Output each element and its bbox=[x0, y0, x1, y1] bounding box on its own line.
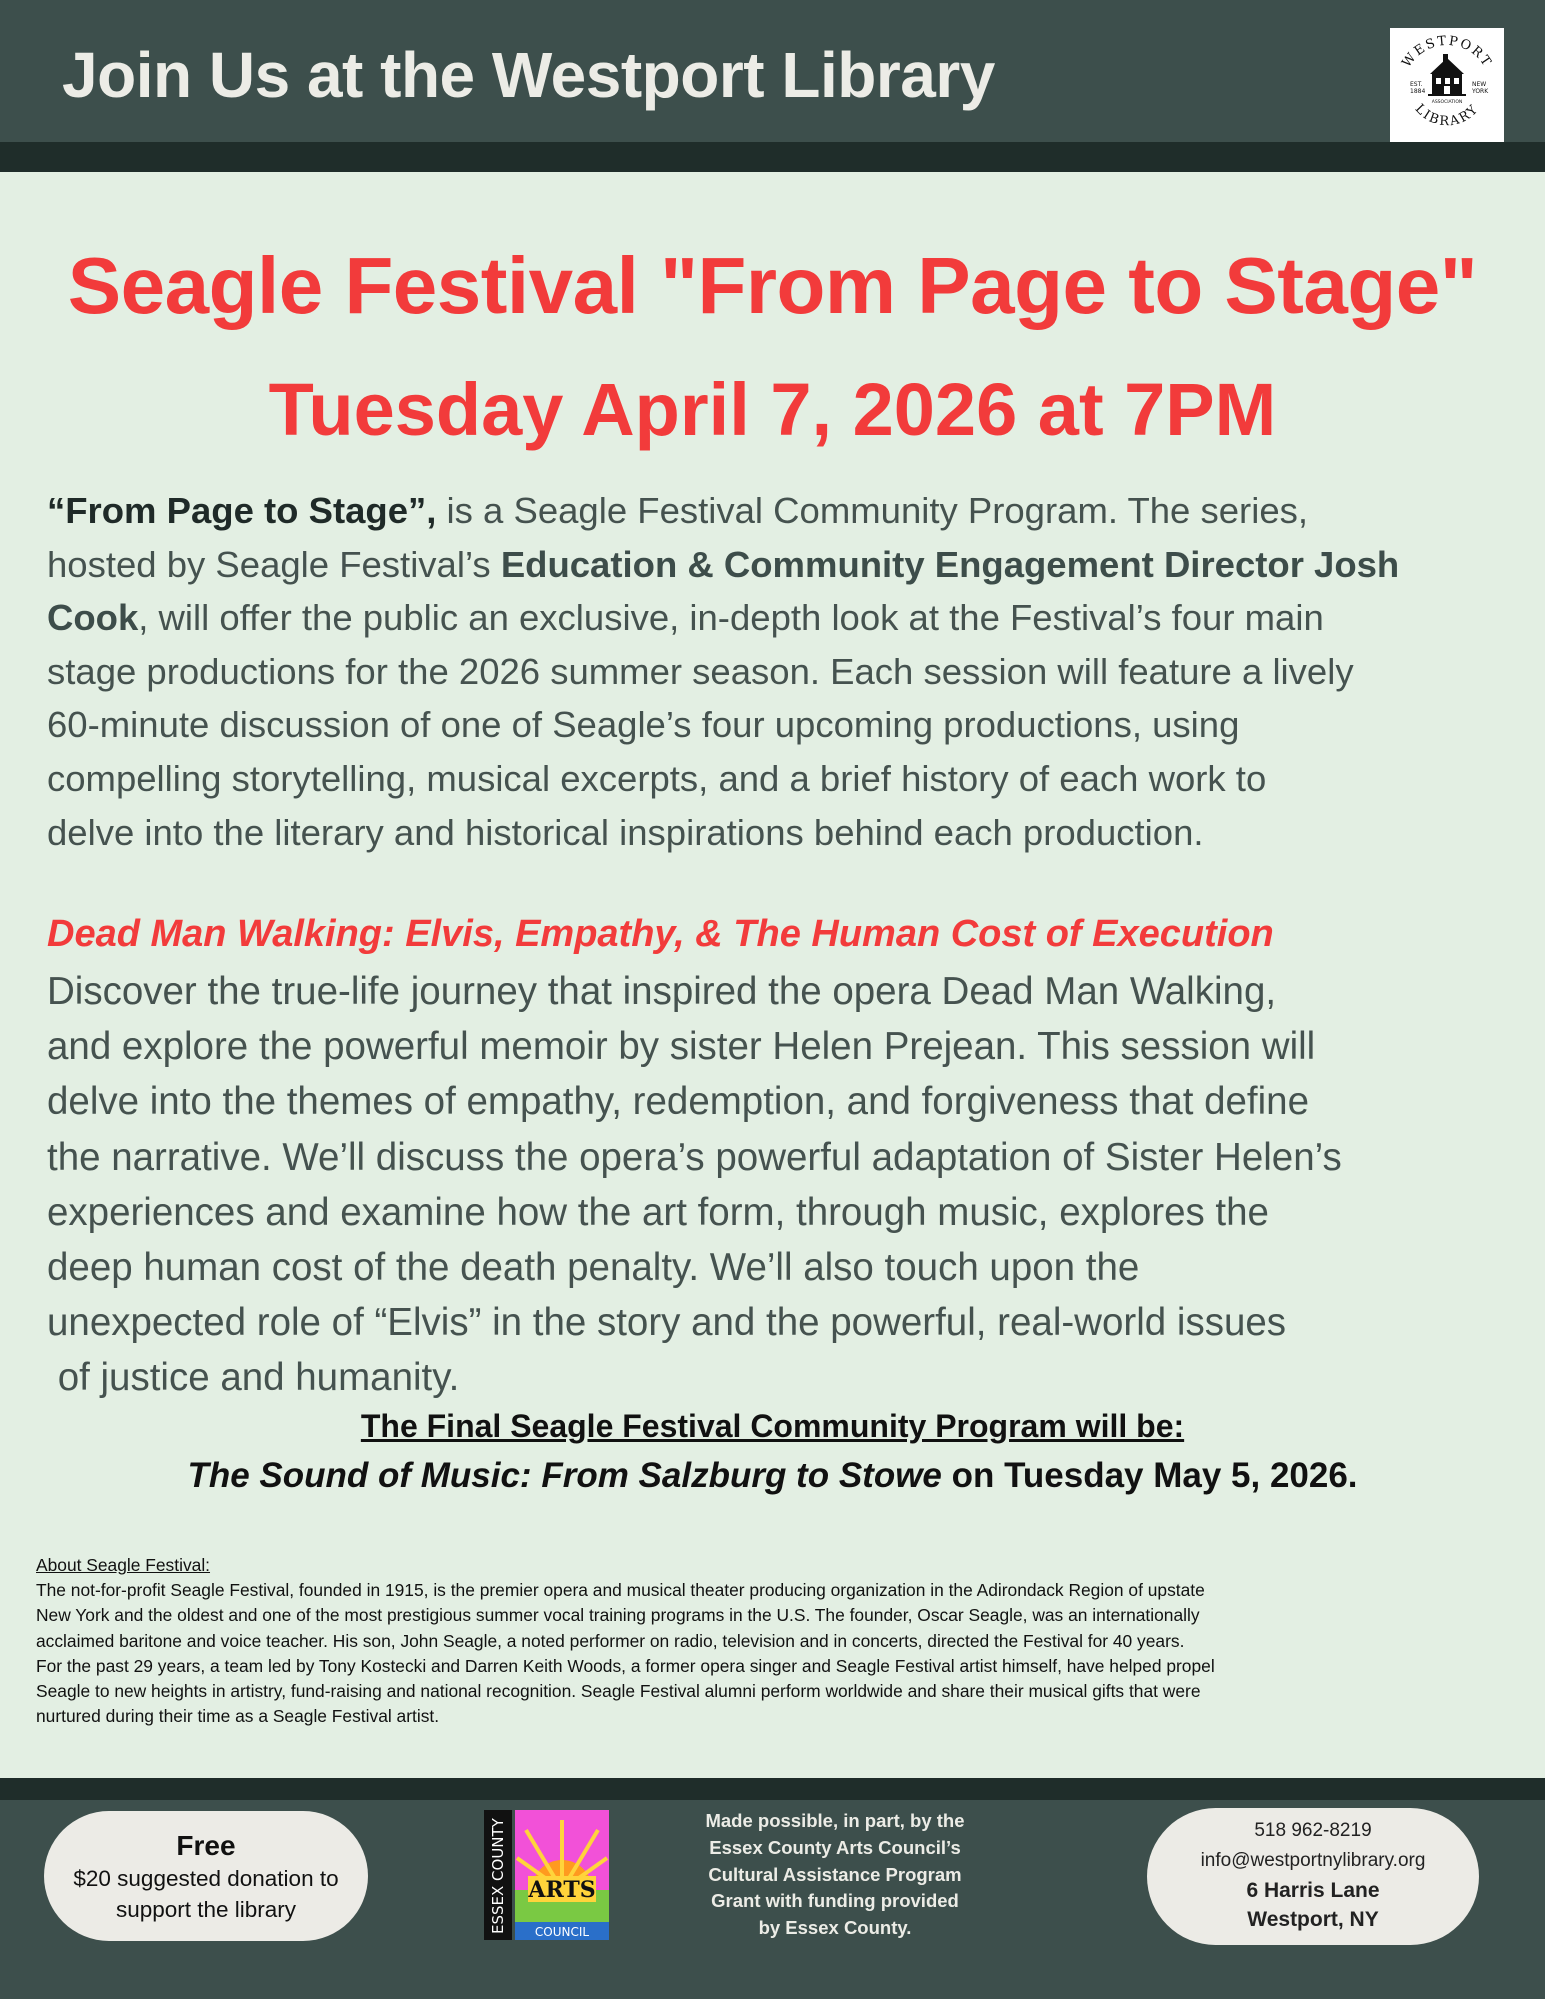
intro-line: delve into the literary and historical inspirations behind each production. bbox=[47, 811, 1204, 853]
final-program-line bbox=[0, 1456, 1545, 1496]
intro-line bbox=[47, 484, 1517, 538]
logo-right-text-1: NEW bbox=[1472, 81, 1487, 88]
contact-address-line: 6 Harris Lane bbox=[1246, 1879, 1380, 1902]
funding-credits bbox=[660, 1808, 1010, 1942]
intro-line bbox=[47, 538, 1517, 592]
final-program-heading: The Final Seagle Festival Community Program will be: bbox=[360, 1408, 1185, 1444]
logo-bottom-text: LIBRARY bbox=[1411, 101, 1483, 130]
final-program-date: on Tuesday May 5, 2026. bbox=[941, 1456, 1358, 1495]
credits-line: Essex County Arts Council’s bbox=[709, 1836, 961, 1858]
contact-address-line: Westport, NY bbox=[1247, 1908, 1379, 1931]
intro-line1-rest: is a Seagle Festival Community Program. The series, bbox=[436, 490, 1309, 531]
arts-logo-council: COUNCIL bbox=[534, 1925, 590, 1939]
intro-line: stage productions for the 2026 summer season. Each session will feature a lively bbox=[47, 650, 1354, 692]
westport-library-logo bbox=[1390, 28, 1504, 142]
director-name-end: Cook bbox=[47, 597, 139, 639]
credits-line: Made possible, in part, by the bbox=[705, 1810, 965, 1831]
intro-line2-start: hosted by Seagle Festival’s bbox=[47, 543, 501, 585]
director-title: Education & Community Engagement Director Josh bbox=[500, 543, 1400, 585]
intro-line bbox=[47, 591, 1517, 645]
about-line: Seagle to new heights in artistry, fund-raising and national recognition. Seagle Festival alumni perform worldwide and share their musical gifts that were bbox=[36, 1681, 1201, 1702]
about-line: New York and the oldest and one of the most prestigious summer vocal training programs in the U.S. The founder, Oscar Seagle, was an internationally bbox=[36, 1605, 1200, 1626]
logo-left-text-1: EST. bbox=[1410, 81, 1423, 88]
header-stripe bbox=[0, 142, 1545, 172]
contact-pill bbox=[1147, 1808, 1479, 1945]
admission-donation-line: $20 suggested donation to bbox=[73, 1866, 339, 1891]
svg-text:LIBRARY bbox=[1412, 101, 1483, 129]
logo-left-text-2: 1884 bbox=[1410, 88, 1426, 95]
about-section bbox=[36, 1553, 1516, 1729]
logo-band-text: ASSOCIATION bbox=[1431, 100, 1463, 105]
about-line: The not-for-profit Seagle Festival, founded in 1915, is the premier opera and musical theater producing organization in the Adirondack Region of upstate bbox=[36, 1580, 1205, 1601]
final-program-show: The Sound of Music: From Salzburg to Stowe bbox=[187, 1456, 942, 1495]
arts-logo-county: ESSEX COUNTY bbox=[489, 1818, 507, 1934]
session-line: the narrative. We’ll discuss the opera’s powerful adaptation of Sister Helen’s bbox=[47, 1135, 1342, 1179]
footer-stripe bbox=[0, 1778, 1545, 1800]
essex-arts-council-logo bbox=[484, 1810, 609, 1940]
event-title: Seagle Festival "From Page to Stage" bbox=[67, 241, 1478, 330]
contact-email: info@westportnylibrary.org bbox=[1200, 1850, 1426, 1871]
admission-free: Free bbox=[176, 1830, 236, 1861]
admission-pill bbox=[44, 1811, 368, 1941]
session-line: of justice and humanity. bbox=[47, 1356, 460, 1400]
about-line: acclaimed baritone and voice teacher. His son, John Seagle, a noted performer on radio, television and in concerts, directed the Festival for 40 years. bbox=[36, 1630, 1185, 1651]
about-line: nurtured during their time as a Seagle Festival artist. bbox=[36, 1706, 440, 1727]
event-date: Tuesday April 7, 2026 at 7PM bbox=[268, 368, 1277, 451]
session-line: deep human cost of the death penalty. We’ll also touch upon the bbox=[47, 1246, 1140, 1290]
intro-lead: “From Page to Stage”, bbox=[47, 490, 437, 531]
admission-donation-line: support the library bbox=[115, 1897, 297, 1922]
arts-logo-arts: ARTS bbox=[528, 1877, 596, 1903]
session-line: Discover the true-life journey that inspired the opera Dead Man Walking, bbox=[47, 970, 1277, 1013]
contact-phone: 518 962-8219 bbox=[1254, 1820, 1372, 1841]
credits-line: by Essex County. bbox=[758, 1917, 912, 1939]
credits-line: Cultural Assistance Program bbox=[708, 1863, 962, 1885]
credits-line: Grant with funding provided bbox=[711, 1890, 959, 1912]
intro-line: compelling storytelling, musical excerpts, and a brief history of each work to bbox=[47, 757, 1267, 799]
header-title: Join Us at the Westport Library bbox=[62, 39, 995, 111]
about-line: For the past 29 years, a team led by Tony Kostecki and Darren Keith Woods, a former opera singer and Seagle Festival artist himself, have helped propel bbox=[36, 1655, 1215, 1676]
intro-paragraph bbox=[47, 484, 1517, 859]
intro-line: 60-minute discussion of one of Seagle’s four upcoming productions, using bbox=[47, 704, 1240, 746]
logo-right-text-2: YORK bbox=[1472, 88, 1489, 95]
logo-top-text: WESTPORT bbox=[1399, 33, 1495, 71]
about-heading: About Seagle Festival: bbox=[36, 1555, 211, 1575]
session-line: experiences and examine how the art form, through music, explores the bbox=[47, 1190, 1269, 1234]
session-line: unexpected role of “Elvis” in the story and the powerful, real-world issues bbox=[47, 1301, 1287, 1345]
session-line: and explore the powerful memoir by sister Helen Prejean. This session will bbox=[47, 1025, 1316, 1069]
session-description bbox=[47, 964, 1517, 1406]
intro-line3-rest: , will offer the public an exclusive, in-depth look at the Festival’s four main bbox=[138, 597, 1324, 639]
session-title: Dead Man Walking: Elvis, Empathy, & The Human Cost of Execution bbox=[47, 913, 1274, 955]
session-line: delve into the themes of empathy, redemption, and forgiveness that define bbox=[47, 1080, 1310, 1124]
